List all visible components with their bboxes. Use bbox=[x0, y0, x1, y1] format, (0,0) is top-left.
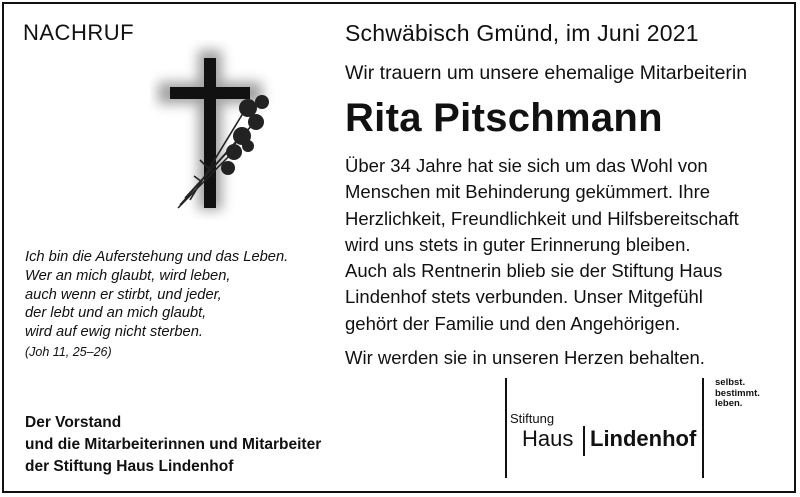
slogan-line: leben. bbox=[715, 398, 743, 409]
signature-line: der Stiftung Haus Lindenhof bbox=[25, 458, 234, 475]
obituary-line: Lindenhof stets verbunden. Unser Mitgefühl bbox=[345, 286, 703, 308]
logo-divider bbox=[505, 378, 507, 478]
logo-divider bbox=[583, 426, 585, 456]
deceased-name: Rita Pitschmann bbox=[345, 96, 663, 140]
notice-label: NACHRUF bbox=[23, 20, 135, 45]
stiftung-logo bbox=[505, 377, 760, 478]
obituary-line: Auch als Rentnerin blieb sie der Stiftung Haus bbox=[345, 260, 723, 282]
slogan-line: selbst. bbox=[715, 377, 746, 388]
verse-line: wird auf ewig nicht sterben. bbox=[25, 324, 203, 341]
obituary-line: gehört der Familie und den Angehörigen. bbox=[345, 312, 681, 334]
verse-line: Ich bin die Auferstehung und das Leben. bbox=[25, 249, 289, 265]
bible-verse bbox=[25, 248, 335, 362]
obituary-line: Herzlichkeit, Freundlichkeit und Hilfsbereitschaft bbox=[345, 207, 739, 229]
signature-block bbox=[25, 412, 321, 478]
obituary-text bbox=[345, 153, 785, 371]
closing-line: Wir werden sie in unseren Herzen behalten. bbox=[345, 347, 705, 369]
verse-line: auch wenn er stirbt, und jeder, bbox=[25, 286, 222, 303]
dateline: Schwäbisch Gmünd, im Juni 2021 bbox=[345, 20, 699, 46]
verse-reference: (Joh 11, 25–26) bbox=[25, 344, 112, 359]
slogan-line: bestimmt. bbox=[715, 387, 760, 399]
verse-line: Wer an mich glaubt, wird leben, bbox=[25, 267, 231, 284]
logo-haus-text: Haus bbox=[522, 426, 574, 451]
logo-stiftung-text: Stiftung bbox=[510, 411, 555, 426]
cross-with-flowers-icon bbox=[150, 40, 290, 220]
logo-slogan bbox=[715, 378, 760, 410]
signature-line: Der Vorstand bbox=[25, 414, 122, 431]
obituary-line: Über 34 Jahre hat sie sich um das Wohl von bbox=[345, 155, 708, 176]
obituary-line: Menschen mit Behinderung gekümmert. Ihre bbox=[345, 181, 711, 203]
logo-lindenhof-text: Lindenhof bbox=[590, 426, 697, 451]
obituary-line: wird uns stets in guter Erinnerung bleiben. bbox=[345, 233, 691, 255]
verse-line: der lebt und an mich glaubt, bbox=[25, 305, 207, 322]
logo-divider bbox=[702, 378, 704, 478]
signature-line: und die Mitarbeiterinnen und Mitarbeiter bbox=[25, 436, 322, 453]
intro-line: Wir trauern um unsere ehemalige Mitarbeiterin bbox=[345, 62, 748, 84]
